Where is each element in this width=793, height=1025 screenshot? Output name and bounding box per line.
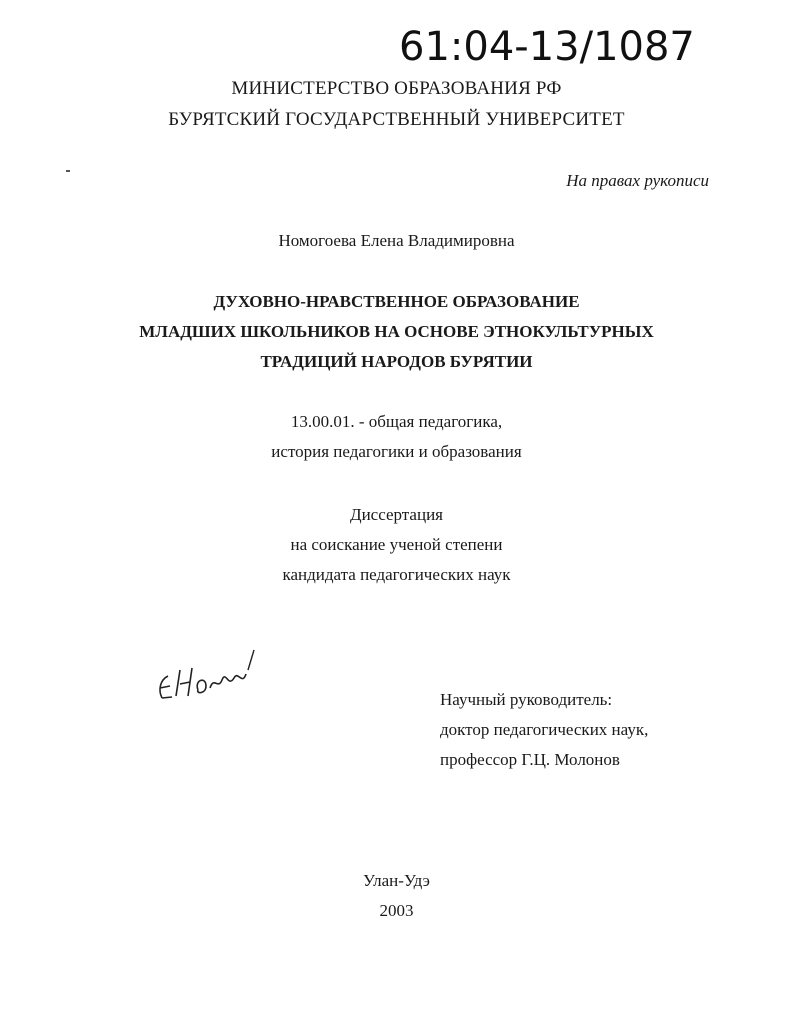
title-line-2: МЛАДШИХ ШКОЛЬНИКОВ НА ОСНОВЕ ЭТНОКУЛЬТУРНЫХ bbox=[139, 322, 654, 341]
publication-place bbox=[0, 866, 793, 926]
title-line-3: ТРАДИЦИЙ НАРОДОВ БУРЯТИИ bbox=[260, 352, 533, 371]
degree-purpose: на соискание ученой степени bbox=[290, 535, 503, 554]
archive-stamp bbox=[395, 14, 695, 74]
specialty-block bbox=[0, 407, 793, 467]
title-line-1: ДУХОВНО-НРАВСТВЕННОЕ ОБРАЗОВАНИЕ bbox=[213, 292, 580, 311]
supervisor-block bbox=[440, 685, 648, 775]
scan-speck bbox=[66, 170, 70, 172]
degree-name: кандидата педагогических наук bbox=[282, 565, 511, 584]
supervisor-label: Научный руководитель: bbox=[440, 690, 613, 709]
university-name: БУРЯТСКИЙ ГОСУДАРСТВЕННЫЙ УНИВЕРСИТЕТ bbox=[168, 109, 625, 130]
supervisor-name: профессор Г.Ц. Молонов bbox=[440, 750, 620, 769]
year: 2003 bbox=[379, 901, 414, 920]
supervisor-degree: доктор педагогических наук, bbox=[440, 720, 649, 739]
document-type: Диссертация bbox=[349, 505, 443, 524]
ministry-name: МИНИСТЕРСТВО ОБРАЗОВАНИЯ РФ bbox=[231, 78, 562, 99]
dissertation-title bbox=[0, 287, 793, 377]
degree-block bbox=[0, 500, 793, 590]
author-name: Номогоева Елена Владимировна bbox=[278, 231, 515, 250]
signature-text: ЕНом bbox=[150, 640, 153, 641]
manuscript-rights-note: На правах рукописи bbox=[566, 171, 709, 190]
specialty-name: история педагогики и образования bbox=[271, 442, 522, 461]
archive-stamp-code: 61:04-13/1087 bbox=[399, 24, 695, 70]
specialty-code: 13.00.01. - общая педагогика, bbox=[290, 412, 503, 431]
author-signature bbox=[150, 640, 270, 710]
city: Улан-Удэ bbox=[363, 871, 430, 890]
